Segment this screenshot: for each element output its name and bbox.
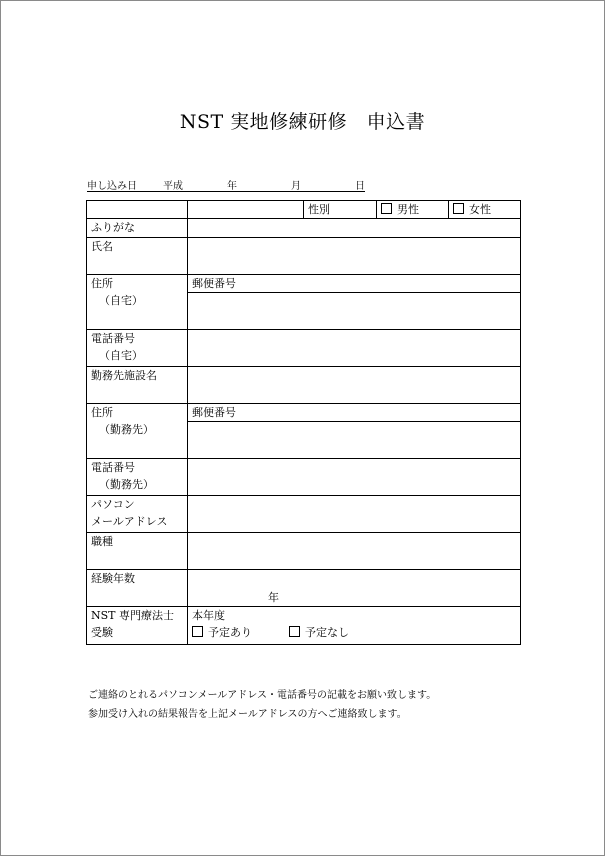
form-title: NST 実地修練研修 申込書 xyxy=(179,111,426,133)
work-phone-label: 電話番号 （勤務先） xyxy=(87,459,188,496)
nst-exam-field xyxy=(188,607,521,645)
not-planned-option[interactable]: 予定なし xyxy=(289,626,349,639)
work-phone-field[interactable] xyxy=(188,459,521,496)
day-label: 日 xyxy=(355,181,365,192)
year-label: 年 xyxy=(227,181,237,192)
era-label: 平成 xyxy=(163,181,183,192)
this-year-label: 本年度 xyxy=(192,609,225,622)
occupation-label: 職種 xyxy=(87,533,188,570)
application-form-table xyxy=(86,200,521,645)
furigana-label: ふりがな xyxy=(87,219,188,238)
note-line: 参加受け入れの結果報告を上記メールアドレスの方へご連絡致します。 xyxy=(88,709,407,720)
planned-option[interactable]: 予定あり xyxy=(192,626,252,639)
work-address-field[interactable] xyxy=(188,422,521,459)
workplace-label: 勤務先施設名 xyxy=(87,367,188,404)
work-address-label: 住所 （勤務先） xyxy=(87,404,188,459)
not-planned-checkbox[interactable] xyxy=(289,626,300,637)
home-postal-code-field[interactable]: 郵便番号 xyxy=(188,275,521,293)
email-field[interactable] xyxy=(188,496,521,533)
home-address-label: 住所 （自宅） xyxy=(87,275,188,330)
experience-label: 経験年数 xyxy=(87,570,188,607)
male-checkbox[interactable] xyxy=(381,203,392,214)
home-phone-field[interactable] xyxy=(188,330,521,367)
planned-checkbox[interactable] xyxy=(192,626,203,637)
occupation-field[interactable] xyxy=(188,533,521,570)
application-date-line xyxy=(87,177,365,192)
note-line: ご連絡のとれるパソコンメールアドレス・電話番号の記載をお願い致します。 xyxy=(88,690,437,701)
gender-label: 性別 xyxy=(304,201,377,219)
workplace-field[interactable] xyxy=(188,367,521,404)
years-unit: 年 xyxy=(268,591,279,604)
home-address-field[interactable] xyxy=(188,293,521,330)
name-label: 氏名 xyxy=(87,238,188,275)
furigana-field[interactable] xyxy=(188,219,521,238)
blank-header-cell xyxy=(87,201,188,219)
application-date-label: 申し込み日 xyxy=(87,181,137,192)
experience-field[interactable] xyxy=(188,570,521,607)
home-phone-label: 電話番号 （自宅） xyxy=(87,330,188,367)
month-label: 月 xyxy=(291,181,301,192)
female-checkbox[interactable] xyxy=(453,203,464,214)
notes xyxy=(88,686,436,724)
nst-exam-label: NST 専門療法士 受験 xyxy=(87,607,188,645)
email-label: パソコン メールアドレス xyxy=(87,496,188,533)
female-option[interactable]: 女性 xyxy=(449,201,521,219)
blank-input-cell[interactable] xyxy=(188,201,304,219)
male-option[interactable]: 男性 xyxy=(377,201,449,219)
name-field[interactable] xyxy=(188,238,521,275)
work-postal-code-field[interactable]: 郵便番号 xyxy=(188,404,521,422)
